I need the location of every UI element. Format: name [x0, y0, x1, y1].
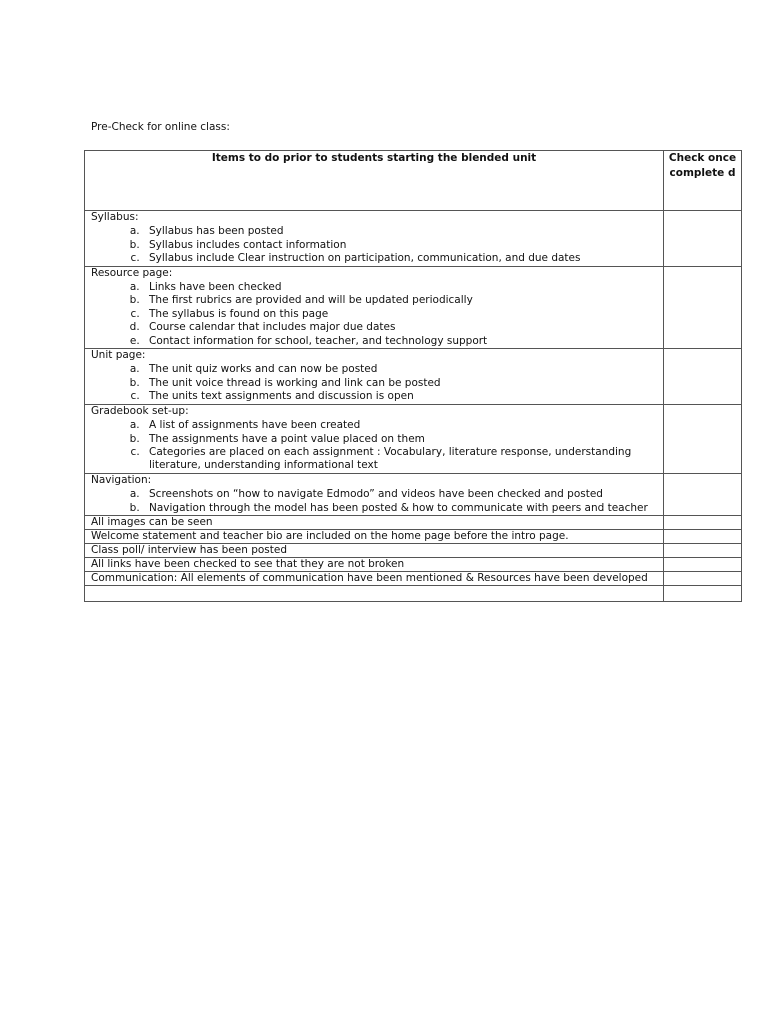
section-title: Unit page:: [91, 349, 146, 362]
list-item: a. Syllabus has been posted: [143, 225, 657, 238]
list-item: a. The unit quiz works and can now be posted: [143, 363, 657, 376]
check-cell[interactable]: [664, 557, 742, 571]
list-item: b. Syllabus includes contact information: [143, 239, 657, 252]
section-row-gradebook: [85, 404, 742, 473]
empty-cell: [85, 585, 664, 601]
check-cell[interactable]: [664, 529, 742, 543]
check-cell[interactable]: [664, 349, 742, 405]
check-column-header: Check once complete d: [664, 151, 742, 211]
row-text: All images can be seen: [85, 515, 664, 529]
section-row-unit-page: [85, 349, 742, 405]
row-text: All links have been checked to see that they are not broken: [85, 557, 664, 571]
list-item: a. A list of assignments have been created: [143, 419, 657, 432]
table-row: [85, 515, 742, 529]
row-text: Class poll/ interview has been posted: [85, 543, 664, 557]
section-row-syllabus: [85, 211, 742, 267]
section-title: Navigation:: [91, 473, 152, 486]
precheck-table: [84, 150, 742, 602]
empty-row: [85, 585, 742, 601]
section-title: Syllabus:: [91, 211, 139, 223]
table-row: [85, 543, 742, 557]
table-row: [85, 571, 742, 585]
list-item: d. Course calendar that includes major due dates: [143, 321, 657, 334]
list-item: b. The assignments have a point value placed on them: [143, 433, 657, 446]
list-item: e. Contact information for school, teacher, and technology support: [143, 335, 657, 348]
list-item: c. Categories are placed on each assignment : Vocabulary, literature response, understanding literature, understanding informational text: [143, 446, 657, 473]
check-cell[interactable]: [664, 585, 742, 601]
list-item: c. Syllabus include Clear instruction on participation, communication, and due dates: [143, 252, 657, 265]
row-text: Welcome statement and teacher bio are included on the home page before the intro page.: [85, 529, 664, 543]
section-list: [91, 363, 657, 403]
row-text: Communication: All elements of communication have been mentioned & Resources have been developed: [85, 571, 664, 585]
table-row: [85, 529, 742, 543]
section-row-navigation: [85, 473, 742, 515]
list-item: b. Navigation through the model has been posted & how to communicate with peers and teacher: [143, 502, 657, 515]
check-cell[interactable]: [664, 266, 742, 348]
section-list: [91, 419, 657, 473]
check-cell[interactable]: [664, 473, 742, 515]
list-item: b. The first rubrics are provided and will be updated periodically: [143, 294, 657, 307]
check-cell[interactable]: [664, 543, 742, 557]
check-cell[interactable]: [664, 404, 742, 473]
check-cell[interactable]: [664, 571, 742, 585]
list-item: a. Links have been checked: [143, 281, 657, 294]
list-item: c. The syllabus is found on this page: [143, 308, 657, 321]
section-row-resource-page: [85, 266, 742, 348]
table-header-row: [85, 151, 742, 211]
section-title: Gradebook set-up:: [91, 404, 189, 417]
table-row: [85, 557, 742, 571]
section-list: [91, 225, 657, 265]
intro-text: Pre-Check for online class:: [91, 121, 230, 133]
check-cell[interactable]: [664, 211, 742, 267]
list-item: a. Screenshots on “how to navigate Edmodo” and videos have been checked and posted: [143, 488, 657, 501]
section-title: Resource page:: [91, 266, 173, 279]
section-list: [91, 281, 657, 348]
items-column-header: Items to do prior to students starting the blended unit: [85, 151, 664, 211]
list-item: b. The unit voice thread is working and link can be posted: [143, 377, 657, 390]
check-cell[interactable]: [664, 515, 742, 529]
section-list: [91, 488, 657, 515]
list-item: c. The units text assignments and discussion is open: [143, 390, 657, 403]
